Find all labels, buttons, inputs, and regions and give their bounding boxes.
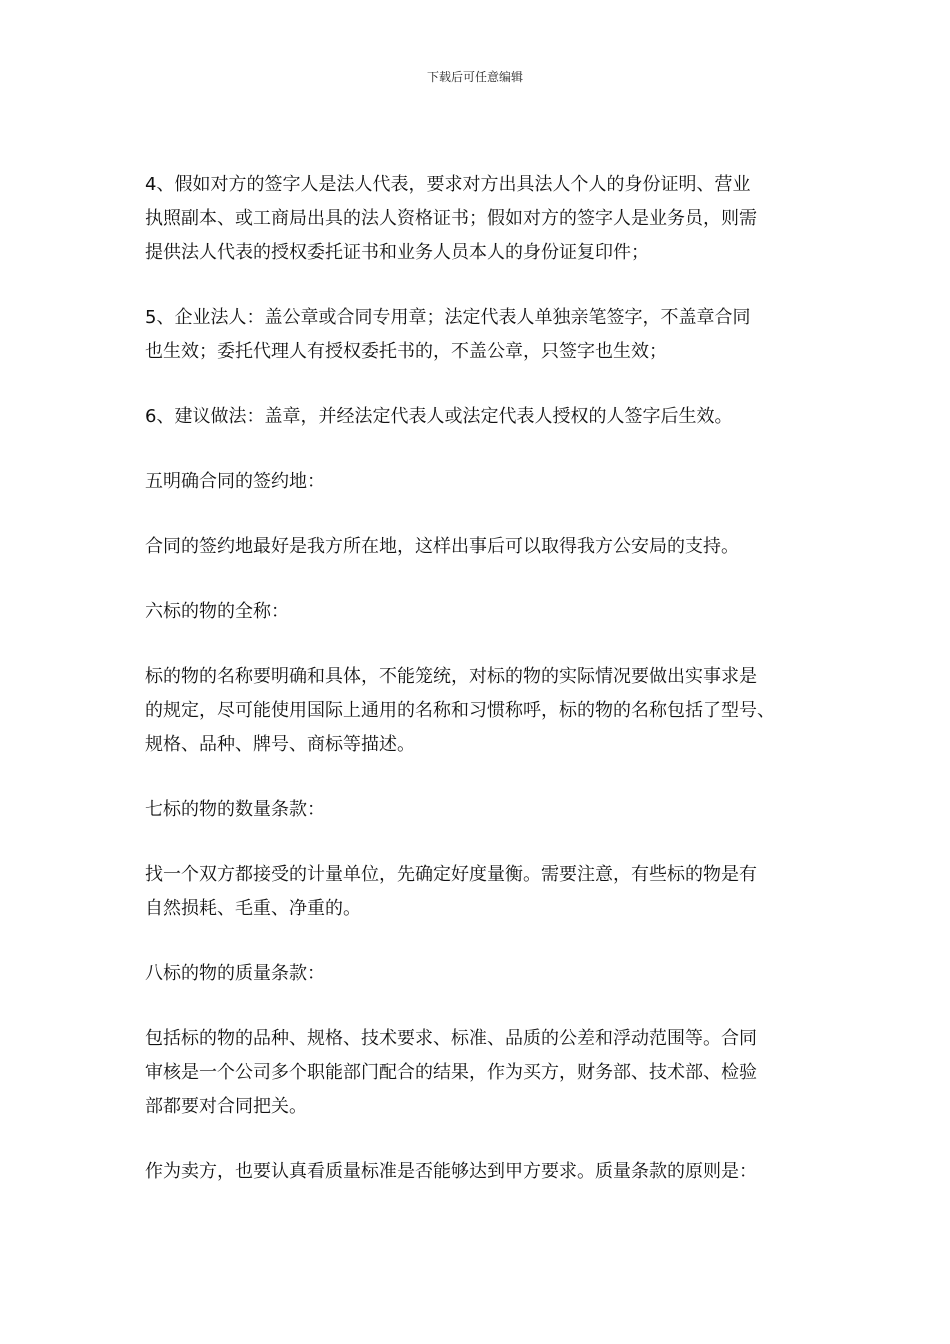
text-line: 也生效；委托代理人有授权委托书的，不盖公章，只签字也生效； xyxy=(145,341,667,362)
text-line: 规格、品种、牌号、商标等描述。 xyxy=(145,734,415,755)
paragraph xyxy=(145,168,815,270)
text-line: 执照副本、或工商局出具的法人资格证书；假如对方的签字人是业务员，则需 xyxy=(145,208,757,229)
paragraph xyxy=(145,660,815,762)
text-line: 找一个双方都接受的计量单位，先确定好度量衡。需要注意，有些标的物是有 xyxy=(145,864,757,885)
paragraph xyxy=(145,1022,815,1124)
text-line: 标的物的名称要明确和具体，不能笼统，对标的物的实际情况要做出实事求是 xyxy=(145,666,757,687)
text-line: 包括标的物的品种、规格、技术要求、标准、品质的公差和浮动范围等。合同 xyxy=(145,1028,757,1049)
paragraph xyxy=(145,400,815,434)
page-header: 下载后可任意编辑 xyxy=(426,70,523,84)
text-line: 的规定，尽可能使用国际上通用的名称和习惯称呼，标的物的名称包括了型号、 xyxy=(145,700,775,721)
paragraph xyxy=(145,1155,815,1189)
text-line: 提供法人代表的授权委托证书和业务人员本人的身份证复印件； xyxy=(145,242,649,263)
text-line: 合同的签约地最好是我方所在地，这样出事后可以取得我方公安局的支持。 xyxy=(145,536,739,557)
paragraph xyxy=(145,301,815,369)
text-line: 5、企业法人：盖公章或合同专用章；法定代表人单独亲笔签字，不盖章合同 xyxy=(145,307,751,328)
text-line: 八标的物的质量条款： xyxy=(145,963,325,984)
document-body xyxy=(145,168,815,1220)
text-line: 五明确合同的签约地： xyxy=(145,471,325,492)
paragraph xyxy=(145,530,815,564)
section-heading xyxy=(145,957,815,991)
text-line: 6、建议做法：盖章，并经法定代表人或法定代表人授权的人签字后生效。 xyxy=(145,406,733,427)
section-heading xyxy=(145,465,815,499)
text-line: 自然损耗、毛重、净重的。 xyxy=(145,898,361,919)
section-heading xyxy=(145,793,815,827)
text-line: 部都要对合同把关。 xyxy=(145,1096,307,1117)
text-line: 4、假如对方的签字人是法人代表，要求对方出具法人个人的身份证明、营业 xyxy=(145,174,751,195)
text-line: 作为卖方，也要认真看质量标准是否能够达到甲方要求。质量条款的原则是： xyxy=(145,1161,757,1182)
section-heading xyxy=(145,595,815,629)
text-line: 六标的物的全称： xyxy=(145,601,289,622)
text-line: 七标的物的数量条款： xyxy=(145,799,325,820)
paragraph xyxy=(145,858,815,926)
text-line: 审核是一个公司多个职能部门配合的结果，作为买方，财务部、技术部、检验 xyxy=(145,1062,757,1083)
